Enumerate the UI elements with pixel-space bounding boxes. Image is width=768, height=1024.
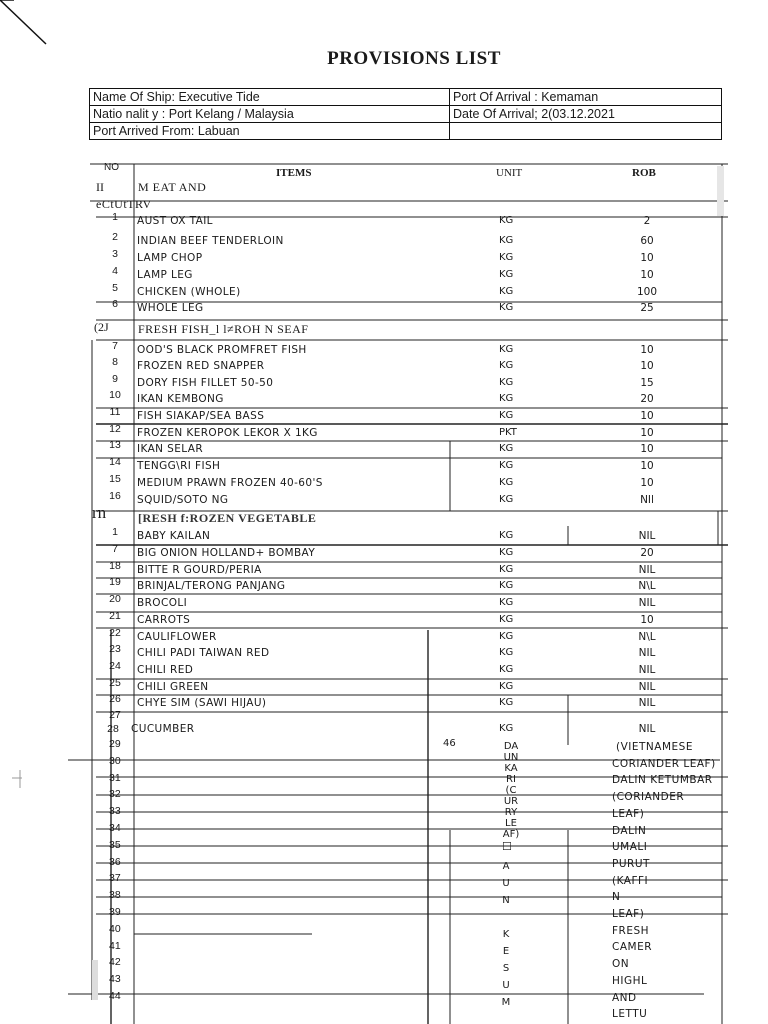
row-unit: KG <box>499 286 514 297</box>
vietnamese-line: CORIANDER LEAF) <box>612 757 716 770</box>
row-unit: KG <box>499 664 514 675</box>
row-unit: PKT <box>499 427 517 438</box>
row-rob: NIL <box>638 597 656 609</box>
row-rob: 20 <box>640 547 654 559</box>
vietnamese-line: FRESH <box>612 924 650 937</box>
row-item: FROZEN KEROPOK LEKOR X 1KG <box>137 427 318 439</box>
row-number: 28 <box>107 723 119 735</box>
row-rob: 10 <box>640 614 654 626</box>
vietnamese-line: HIGHL <box>612 974 648 987</box>
row-unit: KG <box>499 564 514 575</box>
category-meat-title: M EAT AND <box>138 180 207 194</box>
table-row <box>0 298 768 317</box>
row-item: BROCOLI <box>137 597 188 609</box>
extra-row-number: 30 <box>109 754 121 767</box>
row-number: 11 <box>109 406 121 418</box>
row-number: 1 <box>112 526 118 538</box>
row-number: 12 <box>109 423 121 435</box>
row-unit: KG <box>499 269 514 280</box>
row-number: 25 <box>109 677 121 689</box>
row-rob: 2 <box>643 215 651 227</box>
col-no-header: NO <box>104 162 119 173</box>
extra-row-number: 29 <box>109 738 121 750</box>
row-number: 27 <box>109 709 121 721</box>
row-rob: 100 <box>636 286 658 298</box>
row-item: WHOLE LEG <box>137 302 204 314</box>
vietnamese-line: N <box>612 891 621 904</box>
category-meat-no: II <box>96 180 104 194</box>
vietnamese-line: LEAF) <box>612 908 645 921</box>
row-rob: NIL <box>638 664 656 676</box>
row-rob: 60 <box>640 235 654 247</box>
row-number: 8 <box>112 356 118 368</box>
row-number: 5 <box>112 282 118 294</box>
row-unit: KG <box>499 477 514 488</box>
extra-row-number: 37 <box>109 872 121 885</box>
category-fish-title: FRESH FISH_l l≠ROH N SEAF <box>138 322 309 336</box>
extra-row-number: 35 <box>109 838 121 851</box>
row-item: BRINJAL/TERONG PANJANG <box>137 580 286 592</box>
row-number: 26 <box>109 693 121 705</box>
row-rob: NIL <box>638 723 656 735</box>
row-rob: 10 <box>640 477 654 489</box>
row-number: 20 <box>109 593 121 605</box>
row-rob: 10 <box>640 252 654 264</box>
row-unit: KG <box>499 460 514 471</box>
col-rob-header: ROB <box>632 167 656 179</box>
row-number: 9 <box>112 373 118 385</box>
row-unit: KG <box>499 252 514 263</box>
table-row <box>0 490 768 509</box>
row-item: IKAN SELAR <box>137 443 204 455</box>
row-item: CARROTS <box>137 614 191 626</box>
vietnamese-line: DALIN <box>612 824 647 837</box>
row-item: IKAN KEMBONG <box>137 393 224 405</box>
row-rob: 10 <box>640 460 654 472</box>
row-unit: KG <box>499 302 514 313</box>
row-item: CAULIFLOWER <box>137 631 217 643</box>
row-item: AUST OX TAIL <box>137 215 213 227</box>
row-item: BABY KAILAN <box>137 530 211 542</box>
row-rob: NIL <box>638 681 656 693</box>
row-number: 18 <box>109 560 121 572</box>
row-number: 1 <box>112 211 118 223</box>
row-unit: KG <box>499 647 514 658</box>
row-rob: 10 <box>640 269 654 281</box>
row-unit: KG <box>499 377 514 388</box>
row-rob: 10 <box>640 410 654 422</box>
extra-row-number: 40 <box>109 922 121 935</box>
extra-row-number: 34 <box>109 822 121 834</box>
row-number: 16 <box>109 490 121 502</box>
row-rob: NIL <box>638 697 656 709</box>
row-unit: KG <box>499 410 514 421</box>
vietnamese-line: CAMER <box>612 941 653 954</box>
row-rob: 10 <box>640 427 654 439</box>
row-item: MEDIUM PRAWN FROZEN 40-60'S <box>137 477 323 489</box>
row-number: 4 <box>112 265 118 277</box>
row-unit: KG <box>499 681 514 692</box>
extra-row-number: 33 <box>109 805 121 818</box>
row-unit: KG <box>499 215 514 226</box>
category-veg-title: [RESH f:ROZEN VEGETABLE <box>138 511 317 525</box>
row-item: BITTE R GOURD/PERIA <box>137 564 262 576</box>
row-unit: KG <box>499 530 514 541</box>
extra-row-number: 31 <box>109 771 121 784</box>
extra-row-number: 32 <box>109 788 121 801</box>
row-item: FROZEN RED SNAPPER <box>137 360 265 372</box>
row-item: DORY FISH FILLET 50-50 <box>137 377 274 389</box>
row-number: 7 <box>112 340 118 352</box>
row-item: FISH SIAKAP/SEA BASS <box>137 410 265 422</box>
category-veg-no: rn <box>92 503 107 522</box>
row-unit: KG <box>499 443 514 454</box>
row-item: CHYE SIM (SAWI HIJAU) <box>137 697 267 709</box>
row-unit: KG <box>499 393 514 404</box>
vertical-text-kesum: K E S U M <box>501 929 511 1008</box>
table-row <box>0 722 768 738</box>
vietnamese-line: LEAF) <box>612 807 645 820</box>
row-unit: KG <box>499 631 514 642</box>
ship-name: Name Of Ship: Executive Tide <box>90 89 450 106</box>
row-number: 6 <box>112 298 118 310</box>
row-rob: NIL <box>638 647 656 659</box>
row-rob: NIl <box>640 494 654 506</box>
row-unit: KG <box>499 614 514 625</box>
row-rob: NIL <box>638 530 656 542</box>
row-unit: KG <box>499 344 514 355</box>
col-items-header: ITEMS <box>276 167 312 179</box>
row-item: CHILI GREEN <box>137 681 209 693</box>
row-rob: 10 <box>640 360 654 372</box>
vietnamese-line: (CORIANDER <box>612 791 685 804</box>
stray-number: 46 <box>443 738 456 749</box>
row-number: 10 <box>109 389 121 401</box>
row-unit: KG <box>499 723 514 734</box>
table-row <box>0 211 768 230</box>
vietnamese-line: (KAFFI <box>612 874 649 887</box>
row-number: 23 <box>109 643 121 655</box>
row-rob: N\L <box>638 631 656 643</box>
extra-row-number: 43 <box>109 973 121 986</box>
row-rob: 10 <box>640 344 654 356</box>
row-unit: KG <box>499 360 514 371</box>
col-unit-header: UNIT <box>496 167 523 179</box>
category-meat-title-2: eCtUtTRV <box>96 197 152 211</box>
arrival-date: Date Of Arrival; 2(03.12.2021 <box>450 106 722 123</box>
row-unit: KG <box>499 547 514 558</box>
row-rob: NIL <box>638 564 656 576</box>
row-item: OOD'S BLACK PROMFRET FISH <box>137 344 307 356</box>
row-rob: N\L <box>638 580 656 592</box>
row-number: 14 <box>109 456 121 468</box>
row-number: 3 <box>112 248 118 260</box>
row-item: LAMP CHOP <box>137 252 203 264</box>
row-rob: 20 <box>640 393 654 405</box>
extra-row-number: 39 <box>109 906 121 918</box>
row-rob: 15 <box>640 377 654 389</box>
row-number: 22 <box>109 627 121 639</box>
vietnamese-block <box>612 739 716 1023</box>
row-number: 7 <box>112 543 118 555</box>
extra-row-number: 42 <box>109 956 121 969</box>
vietnamese-line: DALIN KETUMBAR <box>612 774 713 787</box>
row-item: CHILI RED <box>137 664 194 676</box>
row-number: 2 <box>112 231 118 243</box>
row-rob: 10 <box>640 443 654 455</box>
vietnamese-line: AND <box>612 991 637 1004</box>
row-unit: KG <box>499 494 514 505</box>
nationality: Natio nalit y : Port Kelang / Malaysia <box>90 106 450 123</box>
arrival-port: Port Of Arrival : Kemaman <box>450 89 722 106</box>
row-item: CHICKEN (WHOLE) <box>137 286 241 298</box>
row-item: BIG ONION HOLLAND+ BOMBAY <box>137 547 316 559</box>
category-fish-no: (2J <box>94 320 109 334</box>
vertical-text-curry-leaf: DA UN KA RI (C UR RY LE AF) <box>502 741 520 840</box>
extra-row-number: 41 <box>109 939 121 952</box>
row-rob: 25 <box>640 302 654 314</box>
extra-row-number: 36 <box>109 855 121 868</box>
row-item: CHILI PADI TAIWAN RED <box>137 647 270 659</box>
vertical-text-aun: A U N <box>502 861 510 906</box>
row-item: LAMP LEG <box>137 269 193 281</box>
row-item: SQUID/SOTO NG <box>137 494 229 506</box>
row-number: 13 <box>109 439 121 451</box>
extra-row-number: 38 <box>109 889 121 902</box>
row-number: 21 <box>109 610 121 622</box>
arrived-from: Port Arrived From: Labuan <box>90 123 450 140</box>
row-unit: KG <box>499 697 514 708</box>
row-unit: KG <box>499 235 514 246</box>
row-unit: KG <box>499 597 514 608</box>
row-item: TENGG\RI FISH <box>137 460 221 472</box>
vietnamese-line: LETTU <box>612 1008 648 1021</box>
page-title: PROVISIONS LIST <box>327 48 501 69</box>
row-number: 24 <box>109 660 121 672</box>
row-number: 19 <box>109 576 121 588</box>
extra-row-number: 44 <box>109 990 121 1002</box>
box-glyph: ☐ <box>502 840 512 853</box>
vietnamese-line: (VIETNAMESE <box>616 741 693 753</box>
row-unit: KG <box>499 580 514 591</box>
vietnamese-line: ON <box>612 958 630 971</box>
row-item: CUCUMBER <box>131 723 195 735</box>
row-number: 15 <box>109 473 121 485</box>
vietnamese-line: UMALI <box>612 841 648 854</box>
vietnamese-line: PURUT <box>612 857 650 870</box>
row-item: INDIAN BEEF TENDERLOIN <box>137 235 284 247</box>
